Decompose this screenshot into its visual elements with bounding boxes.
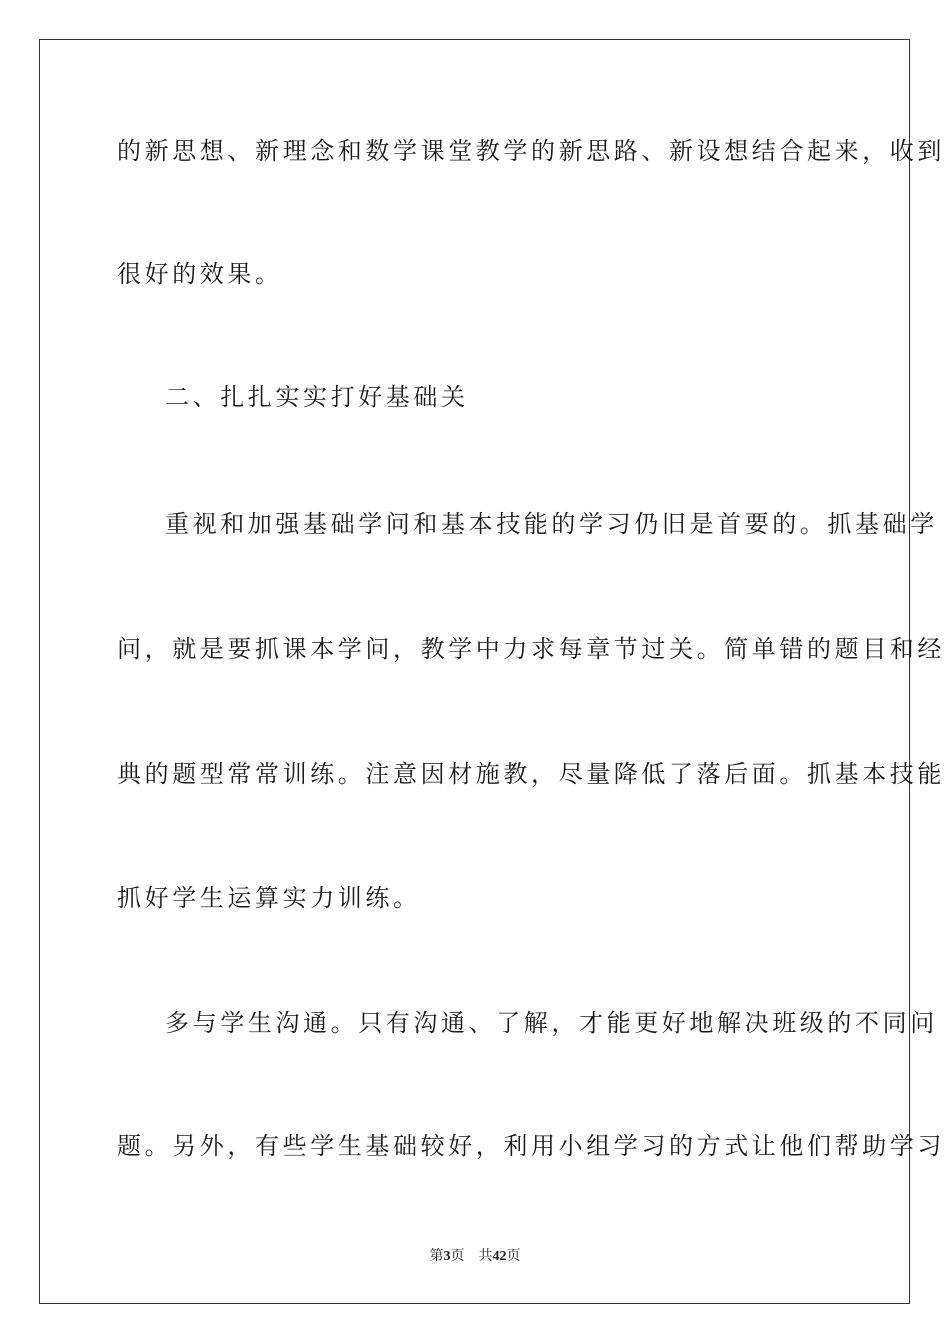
page-frame bbox=[39, 39, 945, 1304]
body-line-6: 典的题型常常训练。注意因材施教，尽量降低了落后面。抓基本技能 bbox=[117, 760, 945, 788]
total-pages: 42 bbox=[492, 1249, 507, 1264]
page-number: 3 bbox=[443, 1249, 451, 1264]
total-prefix: 共 bbox=[478, 1249, 493, 1264]
section-heading: 二、扎扎实实打好基础关 bbox=[165, 383, 469, 411]
body-line-5: 问，就是要抓课本学问，教学中力求每章节过关。简单错的题目和经 bbox=[117, 635, 945, 663]
total-suffix: 页 bbox=[506, 1249, 521, 1264]
body-line-8: 多与学生沟通。只有沟通、了解，才能更好地解决班级的不同问 bbox=[165, 1009, 938, 1037]
page-suffix: 页 bbox=[450, 1249, 465, 1264]
body-line-2: 很好的效果。 bbox=[117, 260, 283, 288]
page-footer bbox=[0, 1248, 950, 1266]
body-line-7: 抓好学生运算实力训练。 bbox=[117, 884, 421, 912]
body-line-9: 题。另外，有些学生基础较好，利用小组学习的方式让他们帮助学习 bbox=[117, 1132, 945, 1160]
page-prefix: 第 bbox=[429, 1249, 444, 1264]
body-line-1: 的新思想、新理念和数学课堂教学的新思路、新设想结合起来，收到 bbox=[117, 137, 945, 165]
body-line-4: 重视和加强基础学问和基本技能的学习仍旧是首要的。抓基础学 bbox=[165, 510, 938, 538]
